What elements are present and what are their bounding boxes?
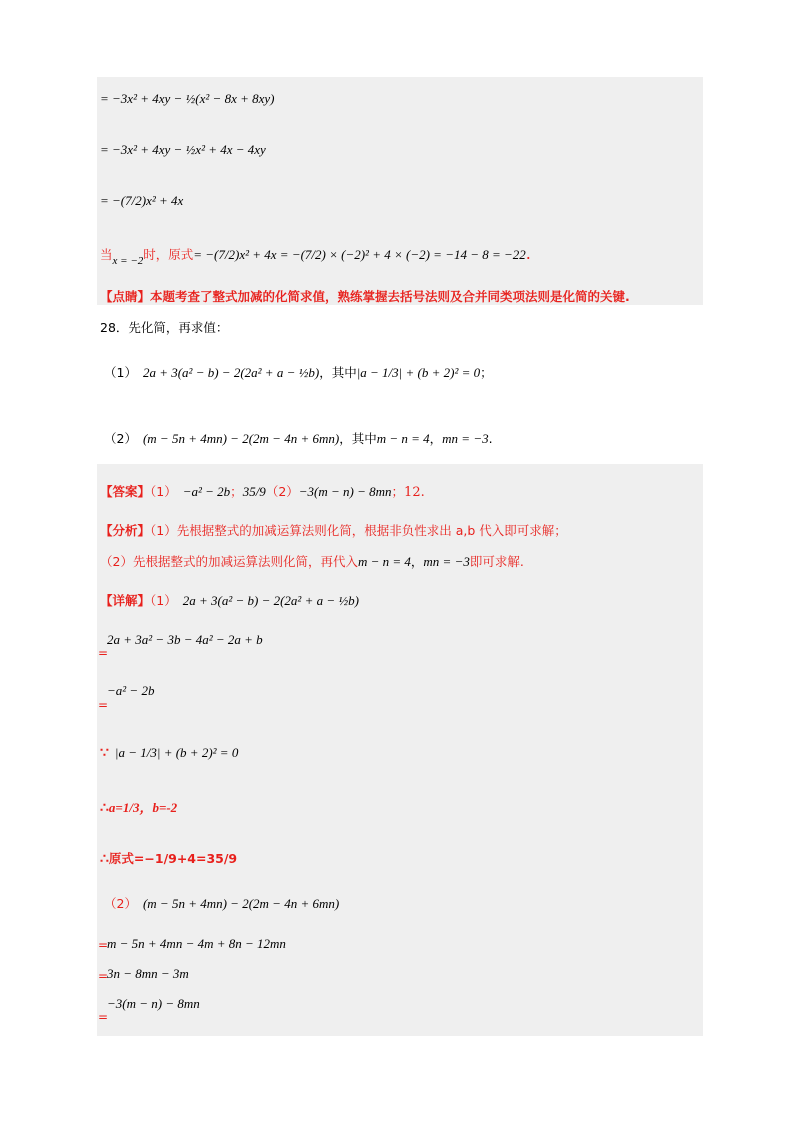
part1-cond-prefix: ，其中 [319, 365, 357, 380]
eval-mid: 时，原式 [143, 247, 194, 262]
detail-step-1: 2a + 3a² − 3b − 4a² − 2a + b [107, 632, 263, 647]
eq-sign-1: = [98, 646, 109, 660]
answer-p1-value: −a² − 2b [182, 484, 231, 499]
part2-condition-1: m − n = 4 [376, 431, 430, 446]
therefore-symbol-2: ∴ [100, 851, 109, 867]
problem-number: 28． [100, 320, 129, 335]
part1-condition: |a − 1/3| + (b + 2)² = 0 [356, 365, 481, 380]
because-symbol: ∵ [100, 745, 109, 761]
problem-part-2 [104, 428, 493, 447]
therefore-values: a=1/3，b=-2 [108, 800, 178, 815]
answer-p2-label: （2） [265, 484, 299, 499]
eq-sign-5: = [98, 1010, 109, 1024]
analysis-tag: 【分析】 [100, 523, 151, 538]
answer-p2-value: −3(m − n) − 8mn [298, 484, 392, 499]
analysis-line-2 [100, 551, 524, 570]
analysis-line-1 [100, 521, 567, 539]
analysis-sep: ， [410, 554, 424, 569]
therefore-result: 原式=−1/9+4=35/9 [108, 851, 238, 866]
problem-stem [100, 318, 228, 336]
comment-tag: 【点睛】 [100, 289, 151, 304]
comment-line [100, 287, 630, 305]
part2-label: （2） [104, 431, 137, 446]
eq-sign-2: = [98, 698, 109, 712]
detail-header [100, 590, 359, 609]
therefore-line-2 [100, 848, 237, 867]
detail-step-5: −3(m − n) − 8mn [107, 996, 200, 1011]
prev-solution-background [97, 77, 703, 305]
eq-sign-4: = [98, 969, 109, 983]
detail-part-2 [104, 893, 339, 912]
answer-p1-label: （1） [150, 484, 177, 499]
answer-tag: 【答案】 [100, 484, 151, 499]
eq-sign-3: = [98, 938, 109, 952]
eval-expression: = −(7/2)x² + 4x = −(7/2) × (−2)² + 4 × (−2) = −14 − 8 = −22 [193, 247, 526, 262]
problem-part-1 [104, 362, 493, 381]
prev-line-3: = −(7/2)x² + 4x [100, 193, 184, 208]
detail-tag: 【详解】 [100, 593, 151, 608]
answer-line [100, 481, 425, 500]
part2-expression: (m − 5n + 4mn) − 2(2m − 4n + 6mn) [142, 431, 340, 446]
analysis-cond-1: m − n = 4 [357, 554, 411, 569]
part1-expression: 2a + 3(a² − b) − 2(2a² + a − ½b) [142, 365, 320, 380]
part2-cond-prefix: ，其中 [339, 431, 377, 446]
therefore-symbol-1: ∴ [100, 800, 109, 816]
answer-sep-2: ； [391, 484, 405, 499]
because-expression: |a − 1/3| + (b + 2)² = 0 [114, 745, 239, 760]
detail-step-3: m − 5n + 4mn − 4m + 8n − 12mn [107, 936, 286, 951]
therefore-line-1 [100, 797, 177, 816]
answer-p2-number: 12. [404, 485, 425, 500]
eval-prefix: 当 [100, 247, 113, 262]
analysis-cond-2: mn = −3 [423, 554, 470, 569]
eval-end: . [525, 244, 531, 263]
part2-sep: ， [429, 431, 443, 446]
detail-p1-expression: 2a + 3(a² − b) − 2(2a² + a − ½b) [182, 593, 359, 608]
part1-label: （1） [104, 365, 137, 380]
part2-condition-2: mn = −3 [442, 431, 489, 446]
eval-condition: x = −2 [112, 255, 144, 267]
analysis-text-1: （1）先根据整式的加减运算法则化简，根据非负性求出 a,b 代入即可求解； [150, 523, 567, 538]
part2-end: . [488, 431, 493, 446]
answer-sep-1: ； [230, 484, 243, 499]
answer-p1-number: 35/9 [242, 484, 266, 499]
prev-line-1: = −3x² + 4xy − ½(x² − 8x + 8xy) [100, 91, 275, 106]
analysis-suffix: 即可求解. [469, 554, 524, 569]
detail-p2-label: （2） [104, 896, 137, 911]
prev-eval-line [100, 244, 531, 267]
part1-end: ； [480, 365, 493, 380]
prev-line-2: = −3x² + 4xy − ½x² + 4x − 4xy [100, 142, 266, 157]
detail-step-2: −a² − 2b [107, 683, 155, 698]
comment-text: 本题考查了整式加减的化简求值，熟练掌握去括号法则及合并同类项法则是化简的关键. [150, 289, 630, 304]
detail-p2-expression: (m − 5n + 4mn) − 2(2m − 4n + 6mn) [142, 896, 340, 911]
detail-step-4: 3n − 8mn − 3m [107, 966, 189, 981]
detail-p1-label: （1） [150, 593, 177, 608]
because-line [100, 742, 238, 761]
analysis-prefix-2: （2）先根据整式的加减运算法则化简，再代入 [100, 554, 358, 569]
problem-stem-text: 先化简，再求值： [128, 320, 229, 335]
